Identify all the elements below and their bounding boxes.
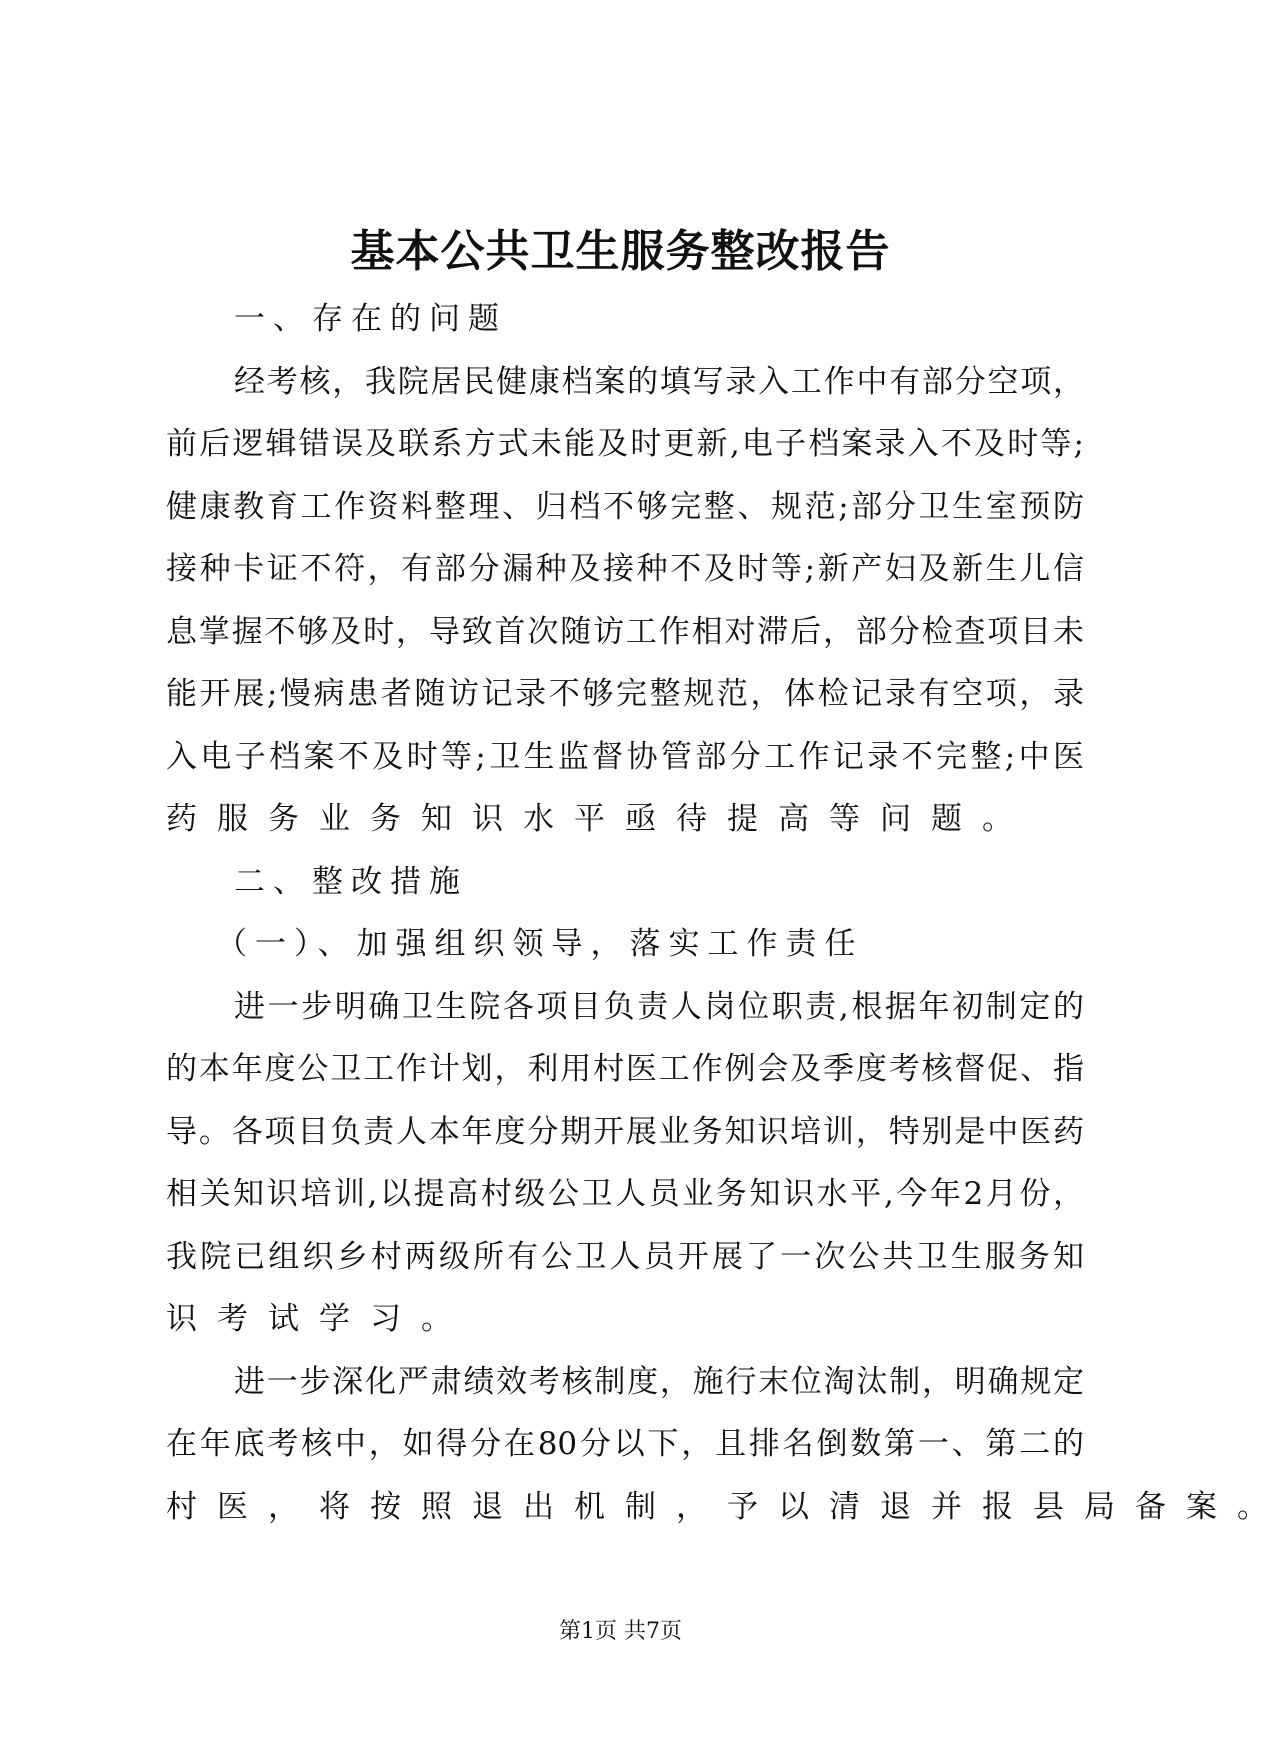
document-title: 基本公共卫生服务整改报告 [350, 226, 891, 277]
section-heading: 一、存在的问题 [234, 301, 507, 337]
paragraph-line: 健康教育工作资料整理、归档不够完整、规范;部分卫生室预防 [166, 488, 1084, 525]
paragraph-line: 识考试学习。 [166, 1301, 472, 1337]
paragraph-line: 进一步深化严肃绩效考核制度，施行末位淘汰制，明确规定 [234, 1363, 1084, 1400]
paragraph-line: 我院已组织乡村两级所有公卫人员开展了一次公共卫生服务知 [166, 1238, 1084, 1275]
paragraph-line: 药服务业务知识水平亟待提高等问题。 [166, 801, 1033, 837]
paragraph-line: 能开展;慢病患者随访记录不够完整规范，体检记录有空项，录 [166, 676, 1084, 712]
paragraph-line: 导。各项目负责人本年度分期开展业务知识培训，特别是中医药 [166, 1113, 1084, 1150]
paragraph-line: 村医，将按照退出机制，予以清退并报县局备案。 [166, 1488, 1288, 1525]
paragraph-line: 相关知识培训,以提高村级公卫人员业务知识水平,今年2月份， [166, 1176, 1084, 1212]
paragraph-line: 经考核，我院居民健康档案的填写录入工作中有部分空项， [234, 363, 1084, 400]
subsection-heading: （一）、加强组织领导，落实工作责任 [216, 926, 864, 962]
paragraph-line: 前后逻辑错误及联系方式未能及时更新,电子档案录入不及时等; [166, 426, 1084, 462]
paragraph-line: 息掌握不够及时，导致首次随访工作相对滞后，部分检查项目未 [166, 613, 1084, 650]
section-heading: 二、整改措施 [234, 863, 468, 900]
paragraph-line: 进一步明确卫生院各项目负责人岗位职责,根据年初制定的 [234, 988, 1084, 1025]
paragraph-line: 接种卡证不符，有部分漏种及接种不及时等;新产妇及新生儿信 [166, 551, 1084, 587]
document-body [166, 288, 1288, 1538]
paragraph-line: 入电子档案不及时等;卫生监督协管部分工作记录不完整;中医 [166, 738, 1084, 775]
page-number: 第1页 共7页 [559, 1619, 682, 1644]
paragraph-line: 的本年度公卫工作计划，利用村医工作例会及季度考核督促、指 [166, 1051, 1084, 1087]
paragraph-line: 在年底考核中，如得分在80分以下，且排名倒数第一、第二的 [166, 1426, 1084, 1462]
